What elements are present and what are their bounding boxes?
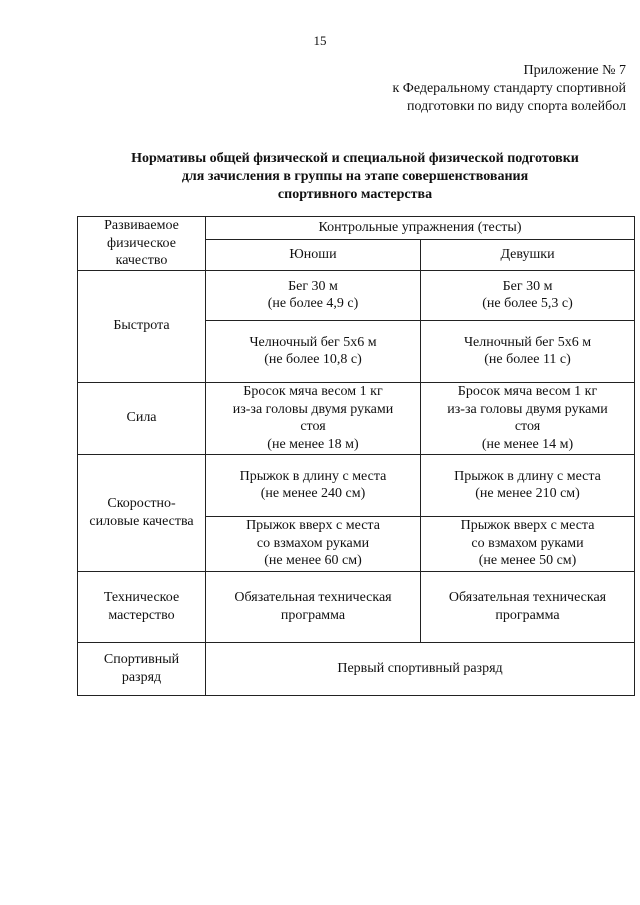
power-long-girls-cell [421,454,635,516]
technique-boys-cell [206,571,421,642]
header-quality-line: физическое [107,235,176,251]
cell-line: стоя [514,419,541,434]
power-long-boys-cell [206,454,421,516]
cell-line: (не менее 14 м) [481,436,574,452]
table-row [78,642,635,695]
technique-girls-cell [421,571,635,642]
header-quality-line: Развиваемое [104,218,179,233]
appendix-number: Приложение № 7 [523,63,626,78]
cell-line: Прыжок вверх с места [460,518,595,534]
quality-rank-cell [78,642,206,695]
table-row [78,454,635,516]
cell-line: мастерство [108,607,175,623]
cell-line: Обязательная техническая [234,590,392,605]
title-line-2: для зачисления в группы на этапе совершенствования [181,169,529,184]
header-tests-cell: Контрольные упражнения (тесты) [206,217,635,240]
cell-line: Бросок мяча весом 1 кг [243,384,383,399]
cell-line: (не менее 210 см) [475,486,580,501]
cell-line: Челночный бег 5х6 м [463,334,592,350]
appendix-header [392,62,626,116]
document-title [70,150,640,204]
header-quality-line: качество [115,253,168,268]
cell-line: (не менее 240 см) [260,486,366,501]
quality-technique-cell [78,571,206,642]
appendix-sport: подготовки по виду спорта волейбол [407,99,626,114]
page-number: 15 [313,33,327,48]
quality-speed-cell: Быстрота [78,270,206,382]
cell-line: Прыжок вверх с места [246,518,380,534]
cell-line: (не более 11 с) [484,352,571,367]
table-row [78,571,635,642]
cell-line: Техническое [103,590,180,605]
norms-table [77,216,635,696]
header-boys-cell: Юноши [206,239,421,270]
cell-line: (не менее 50 см) [478,553,577,569]
cell-line: Бег 30 м [502,278,553,294]
strength-throw-boys-cell [206,382,421,454]
rank-value-cell: Первый спортивный разряд [206,642,635,695]
cell-line: Прыжок в длину с места [239,468,387,484]
cell-line: программа [280,607,346,623]
speed-shuttle-girls-cell [421,320,635,382]
cell-line: со взмахом руками [256,535,370,551]
cell-line: Прыжок в длину с места [454,468,601,484]
cell-line: Бросок мяча весом 1 кг [457,384,598,399]
cell-line: силовые качества [89,513,194,529]
cell-line: из-за головы двумя руками [232,401,394,417]
cell-line: стоя [300,419,326,434]
power-vertical-girls-cell [421,516,635,571]
header-quality-cell [78,217,206,271]
table-header-row [78,217,635,240]
table-row [78,270,635,320]
speed-run-girls-cell [421,270,635,320]
cell-line: Обязательная техническая [448,590,607,605]
header-girls-cell: Девушки [421,239,635,270]
cell-line: Бег 30 м [288,278,338,294]
cell-line: (не менее 18 м) [267,436,359,452]
cell-line: из-за головы двумя руками [447,401,608,417]
quality-power-cell [78,454,206,571]
power-vertical-boys-cell [206,516,421,571]
cell-line: разряд [121,669,162,685]
cell-line: Челночный бег 5х6 м [249,334,377,350]
speed-run-boys-cell [206,270,421,320]
cell-line: Спортивный [103,652,180,667]
appendix-reference: к Федеральному стандарту спортивной [392,81,626,96]
cell-line: Скоростно- [107,496,176,511]
cell-line: (не более 10,8 с) [264,352,362,367]
cell-line: программа [495,607,560,623]
title-line-3: спортивного мастерства [277,187,433,202]
cell-line: (не менее 60 см) [264,553,362,569]
cell-line: (не более 5,3 с) [482,296,573,311]
table-row [78,382,635,454]
title-line-1: Нормативы общей физической и специальной физической подготовки [131,151,579,166]
cell-line: со взмахом руками [471,535,584,551]
cell-line: (не более 4,9 с) [267,296,359,311]
speed-shuttle-boys-cell [206,320,421,382]
strength-throw-girls-cell [421,382,635,454]
quality-strength-cell: Сила [78,382,206,454]
